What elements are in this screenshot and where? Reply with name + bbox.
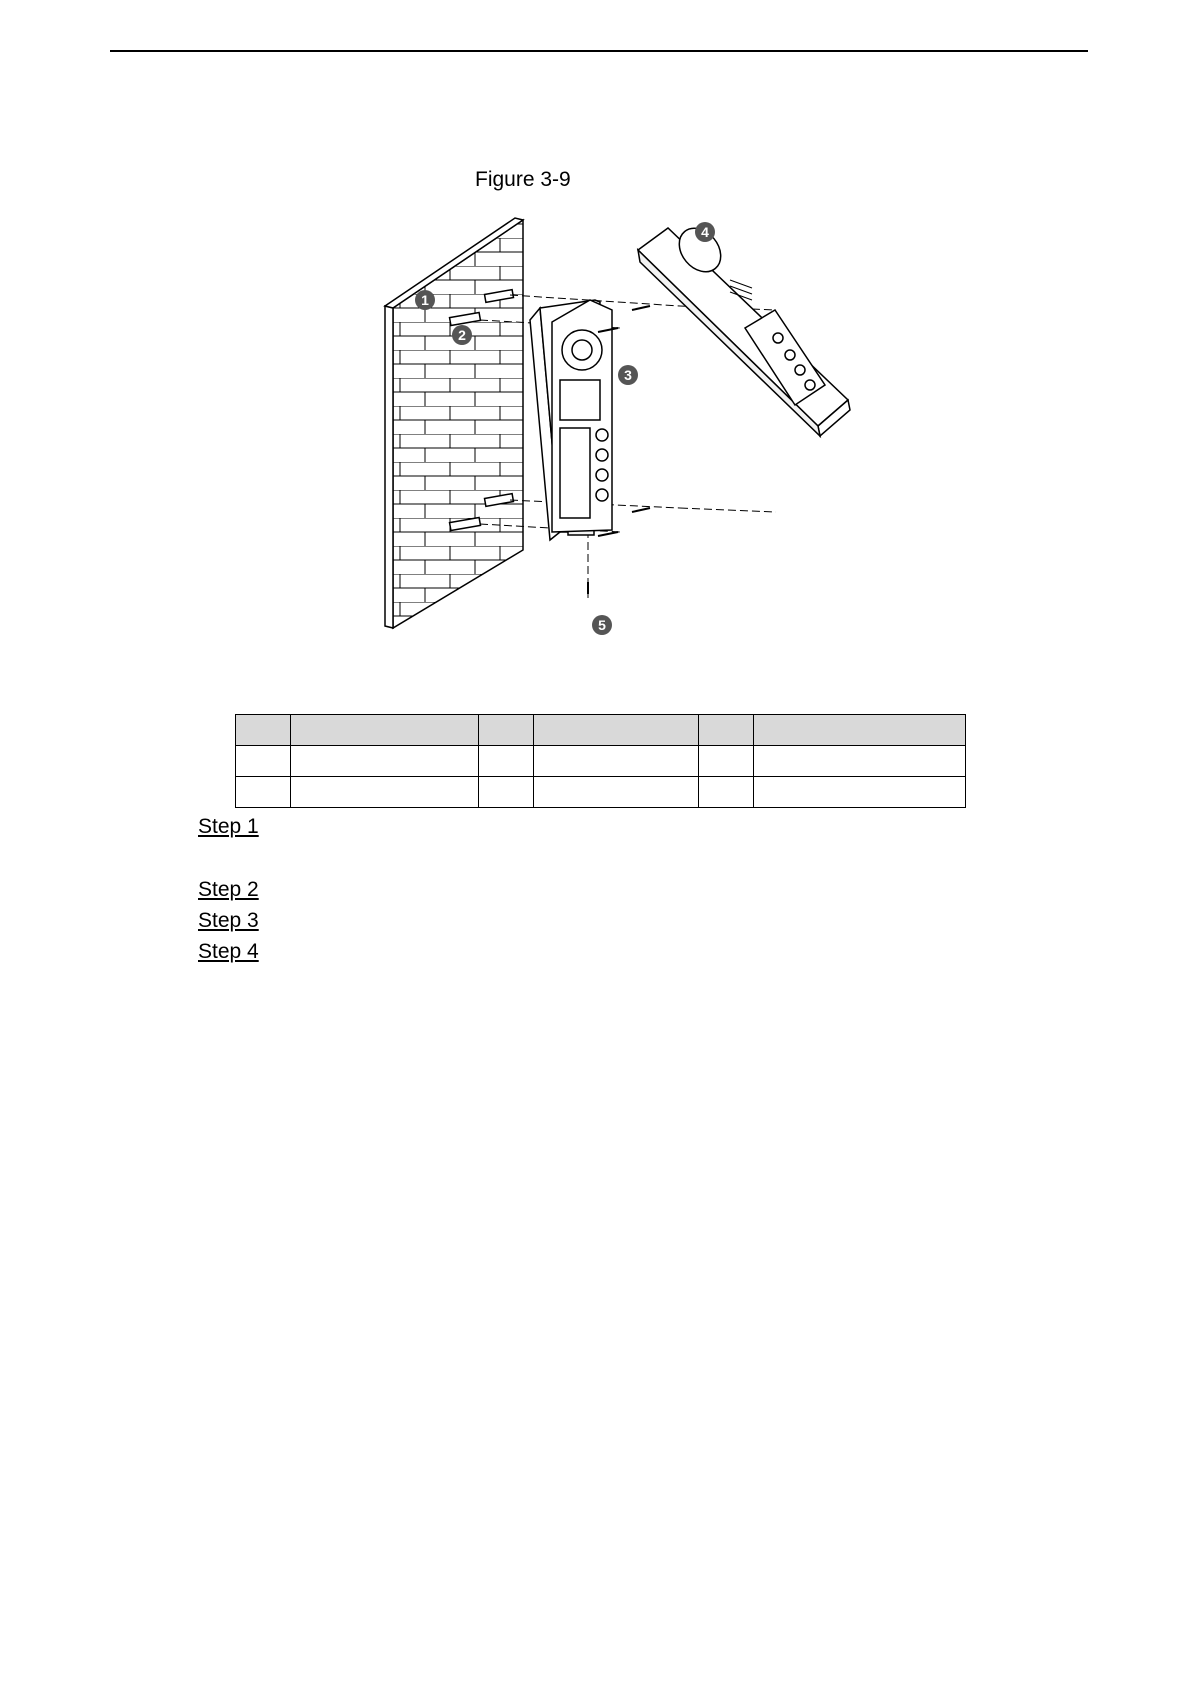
svg-text:1: 1 [421,292,429,308]
table-cell [291,777,479,808]
svg-text:2: 2 [458,327,466,343]
svg-text:4: 4 [701,224,709,240]
table-cell [236,746,291,777]
figure-caption: Figure 3-9 [475,168,571,191]
header-rule [110,50,1088,52]
device-body [552,300,612,532]
table-cell [534,746,699,777]
table-cell [236,777,291,808]
table-cell [479,777,534,808]
table-cell [754,777,966,808]
table-cell [699,777,754,808]
table-cell [754,715,966,746]
callout-2 [452,325,472,345]
table-cell [479,715,534,746]
table-row [236,746,966,777]
table-cell [754,746,966,777]
callout-5 [592,615,612,635]
parts-table [235,714,966,808]
step-3-label: Step 3 [198,909,259,932]
table-cell [479,746,534,777]
table-cell [534,777,699,808]
callout-3 [618,365,638,385]
table-cell [534,715,699,746]
table-cell [699,715,754,746]
callout-1 [415,290,435,310]
brick-wall [385,218,523,628]
table-header-row [236,715,966,746]
table-cell [291,746,479,777]
installation-diagram [380,210,920,650]
svg-text:3: 3 [624,367,632,383]
table-cell [291,715,479,746]
table-cell [699,746,754,777]
table-cell [236,715,291,746]
callout-4 [695,222,715,242]
svg-text:5: 5 [598,617,606,633]
step-1-label: Step 1 [198,815,259,838]
front-cover [638,220,850,436]
step-4-label: Step 4 [198,940,259,963]
step-2-label: Step 2 [198,878,259,901]
table-row [236,777,966,808]
